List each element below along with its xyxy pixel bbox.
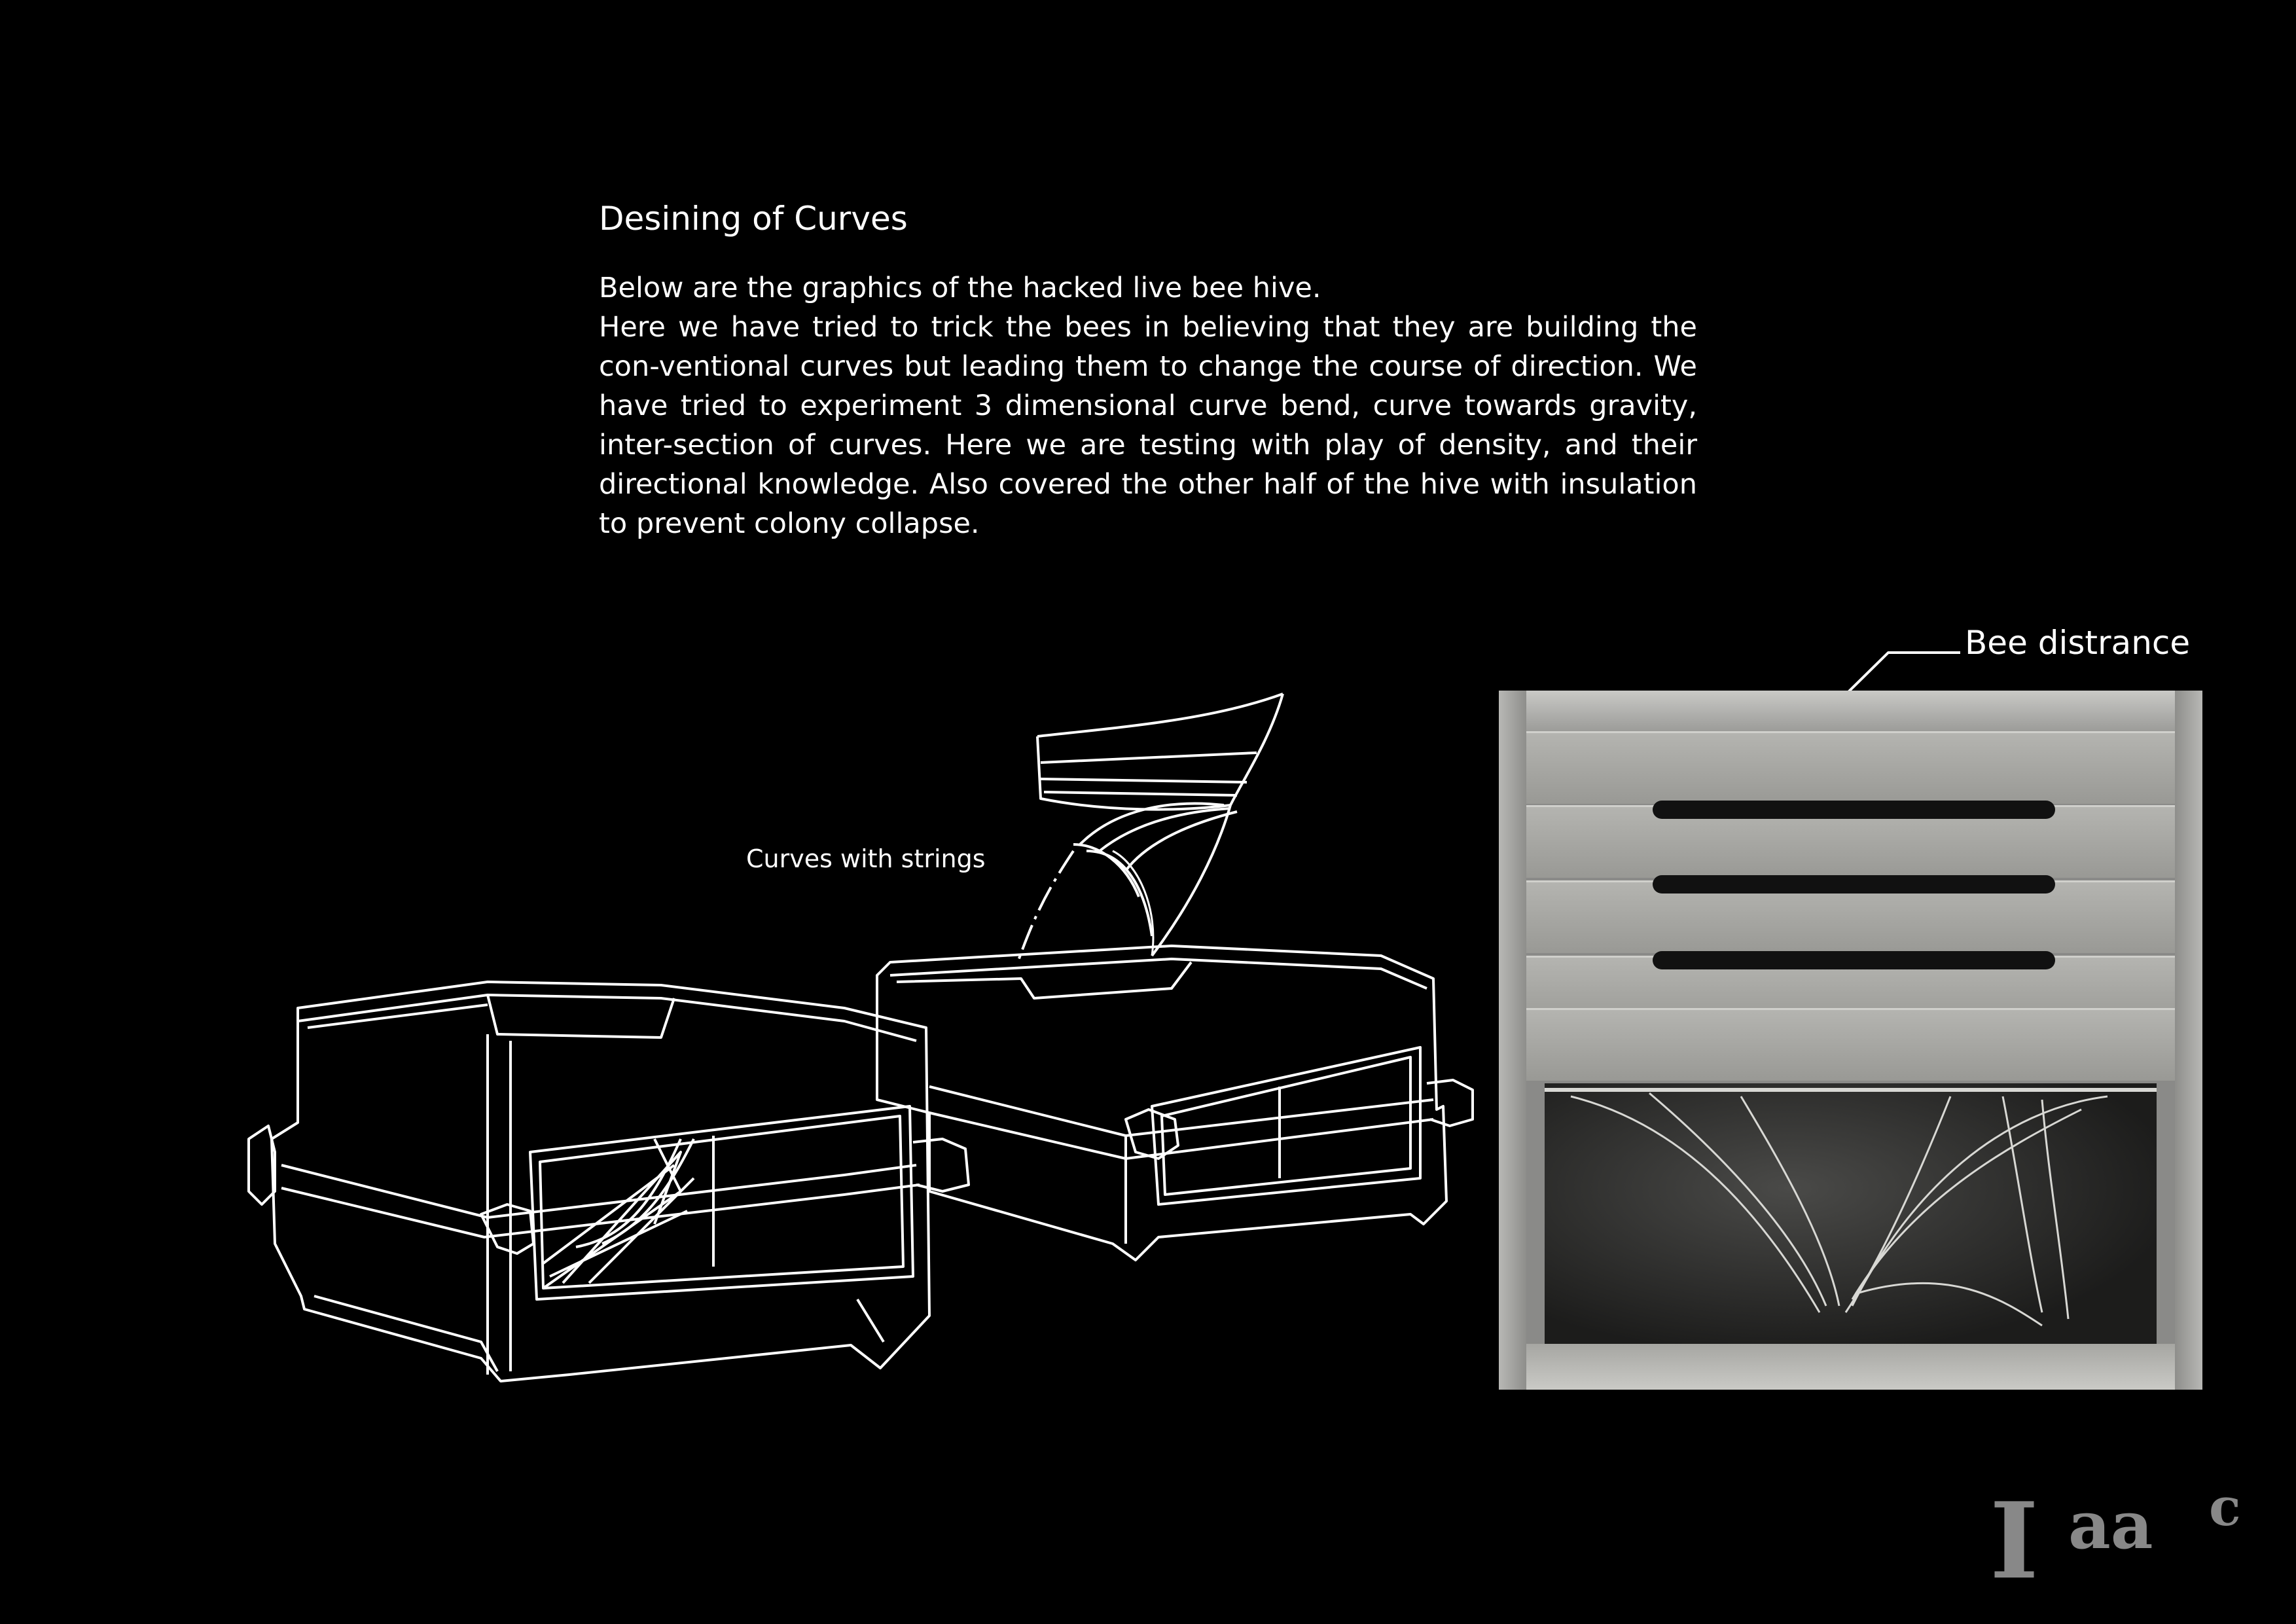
hive-photo-top-frame <box>1499 691 2202 731</box>
hive-photo-slot <box>1653 951 2055 969</box>
hive-photo-slot <box>1653 801 2055 819</box>
description-lead: Below are the graphics of the hacked live bee hive. <box>599 272 1321 304</box>
hive-photo-bar <box>1526 731 2175 804</box>
left-hive-drawing <box>249 982 969 1381</box>
svg-text:I: I <box>1990 1486 2039 1584</box>
hive-photo-slot <box>1653 875 2055 893</box>
description-paragraph: Here we have tried to trick the bees in believing that they are building the con-ventional curves but leading them to change the course of direction. We have tried to experiment 3 dimensional curve bend, curve towards gravity, inter-section of curves. Here we are testing with play of density, and their directional knowledge. Also covered the other half of the hive with insulation to prevent colony collapse. <box>599 311 1697 540</box>
svg-text:aa: aa <box>2068 1487 2153 1564</box>
bee-label: Bee distrance <box>1965 624 2191 662</box>
hive-photo-right-wall <box>2175 691 2202 1390</box>
page-title: Desining of Curves <box>599 200 908 238</box>
curves-label: Curves with strings <box>746 844 986 873</box>
hive-photo-strings <box>1545 1083 2157 1345</box>
hive-photo-cavity <box>1545 1083 2157 1345</box>
iaac-logo <box>1990 1486 2265 1584</box>
svg-text:c: c <box>2209 1486 2241 1538</box>
hive-photo <box>1499 691 2202 1390</box>
hive-photo-bar <box>1526 1008 2175 1081</box>
string-curve-drawing <box>1018 694 1283 962</box>
right-hive-drawing <box>877 946 1473 1260</box>
hive-photo-floor <box>1526 1344 2175 1390</box>
hive-photo-left-wall <box>1499 691 1526 1390</box>
